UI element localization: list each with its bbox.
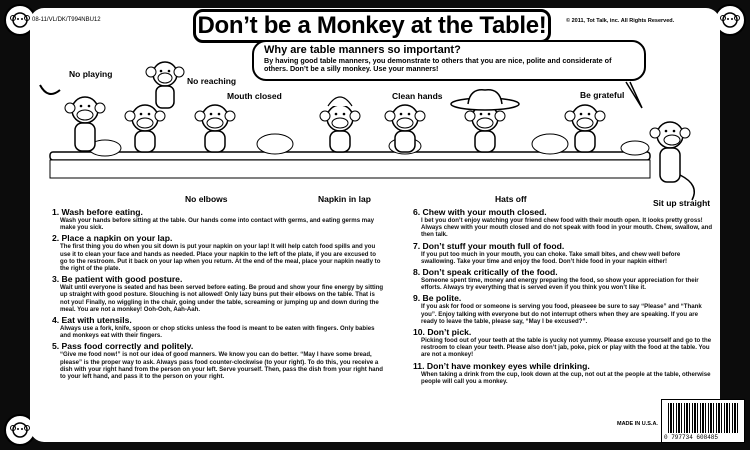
- grapes-plate: [532, 134, 568, 154]
- rule-body: “Give me food now!” is not our idea of good manners. We know you can do better. “May I have some bread, please” is the proper way to ask. Always pass food counter-clockwise (to your right). To do this, you receive a dish with your right hand from the person on your left. Serve yourself. Then, pass the dish from your right hand to your left hand, and pass it to the person on your right.: [60, 351, 384, 381]
- bubble-question: Why are table manners so important?: [264, 44, 461, 56]
- label-no-playing: No playing: [69, 69, 113, 79]
- rule-item: [52, 315, 384, 339]
- monkey-figure: [565, 105, 605, 152]
- rule-item: [413, 293, 715, 325]
- label-no-reaching: No reaching: [187, 76, 237, 86]
- rule-heading: 3. Be patient with good posture.: [52, 274, 183, 285]
- rule-item: [413, 267, 715, 291]
- barcode: [661, 399, 745, 443]
- label-sit-up-straight: Sit up straight: [653, 198, 711, 208]
- monkeys-table-illustration: [30, 60, 720, 210]
- rule-body: The first thing you do when you sit down is put your napkin on your lap! It will help catch food spills and you use it to clean your face and hands as needed. Place your napkin to the left of the plate, if you are excused to go to the restroom. Put it back on your lap when you return. At the end of the meal, place your napkin neatly to the right of the plate.: [60, 243, 381, 273]
- copyright-notice: © 2011, Tot Talk, inc. All Rights Reserved.: [566, 18, 675, 24]
- made-in-label: MADE IN U.S.A.: [617, 421, 658, 427]
- rule-heading: 8. Don’t speak critically of the food.: [413, 267, 558, 278]
- rule-heading: 9. Be polite.: [413, 293, 462, 304]
- label-hats-off: Hats off: [495, 194, 527, 204]
- bubble-answer: By having good table manners, you demonstrate to others that you are nice, polite and considerate of others. Don’t be a silly monkey. Use your manners!: [264, 56, 612, 74]
- rule-body: Always use a fork, knife, spoon or chop sticks unless the food is meant to be eaten with fingers. Only babies and monkeys eat with their fingers.: [60, 325, 375, 340]
- label-clean-hands: Clean hands: [392, 91, 443, 101]
- rule-item: [413, 327, 715, 359]
- rule-item: [52, 341, 384, 380]
- grapes-plate: [257, 134, 293, 154]
- page-title: Don’t be a Monkey at the Table!: [193, 9, 551, 43]
- monkey-figure: [451, 90, 519, 152]
- rule-body: If you put too much in your mouth, you can choke. Take small bites, and chew well before swallowing. Take your time and enjoy the food. Don’t hide food in your napkin either!: [421, 250, 681, 265]
- label-mouth-closed: Mouth closed: [227, 91, 282, 101]
- monkey-figure: [125, 105, 165, 152]
- rule-body: If you ask for food or someone is serving you food, pleaseee be sure to say “Please” and “Thank you”. Enjoy talking with everyone but do not interrupt others when they are speaking. If you are ready to leave the table, please say, “May I be excused?”.: [421, 303, 702, 325]
- rule-heading: 1. Wash before eating.: [52, 207, 143, 217]
- monkey-figure: [146, 62, 184, 108]
- rule-body: I bet you don’t enjoy watching your friend chew food with their mouth open. It looks pretty gross! Always chew with your mouth closed and do not speak with food in your mouth. Chew, swallow, and then talk.: [421, 217, 713, 239]
- bubble-tail: [626, 82, 642, 108]
- banana-icon: [40, 85, 60, 94]
- rule-body: Wash your hands before sitting at the table. Our hands come into contact with germs, and eating germs may make you sick.: [60, 217, 374, 232]
- rule-item: [52, 233, 384, 272]
- rule-heading: 6. Chew with your mouth closed.: [413, 207, 547, 217]
- rule-item: [413, 241, 715, 265]
- table-edge: [50, 152, 650, 160]
- label-be-grateful: Be grateful: [580, 90, 625, 100]
- monkey-figure: [320, 97, 360, 152]
- rule-item: [413, 361, 715, 385]
- rule-heading: 10. Don’t pick.: [413, 327, 472, 338]
- rule-heading: 2. Place a napkin on your lap.: [52, 233, 173, 244]
- rule-body: Wait until everyone is seated and has been served before eating. Be proud and show your fine energy by sitting up straight with good posture. Slouching is not allowed! Only lazy buns put their elbows on the table. That is not you! Finally, no wiggling in the chair, going under the table, screaming or jumping up and down during the meal. You are not a monkey! Ooh-Ooh, Aah-Aah.: [60, 284, 384, 313]
- rule-item: [52, 207, 384, 231]
- label-napkin-in-lap: Napkin in lap: [318, 194, 371, 204]
- monkey-figure: [650, 122, 694, 200]
- rule-heading: 5. Pass food correctly and politely.: [52, 341, 194, 352]
- rule-body: Picking food out of your teeth at the table is yucky not yummy. Please excuse yourself and go to the restroom to clean your teeth. Please also don’t jab, poke, pick or play with the food at the table. You are not a monkey!: [421, 337, 712, 359]
- table-cloth: [50, 160, 650, 178]
- rule-body: Someone spent time, money and energy preparing the food, so show your appreciation for their efforts. Always try everything that is served even if you think you won’t like it.: [421, 277, 699, 292]
- rule-body: When taking a drink from the cup, look down at the cup, not out at the people at the table, otherwise people will call you a monkey.: [421, 370, 711, 385]
- rules-list-right: [413, 207, 715, 387]
- monkey-figure: [195, 105, 235, 152]
- rule-item: [52, 274, 384, 313]
- rule-heading: 4. Eat with utensils.: [52, 315, 132, 326]
- rule-heading: 11. Don’t have monkey eyes while drinking.: [413, 360, 590, 371]
- label-no-elbows: No elbows: [185, 194, 228, 204]
- rules-list-left: [52, 207, 384, 382]
- food-bowl: [621, 141, 649, 155]
- barcode-bars: [668, 403, 740, 433]
- rule-heading: 7. Don’t stuff your mouth full of food.: [413, 240, 565, 251]
- rule-item: [413, 207, 715, 239]
- product-code: 08-11/VL/DK/T994NBU12: [32, 17, 101, 23]
- barcode-number: 0 797734 608485: [664, 434, 719, 441]
